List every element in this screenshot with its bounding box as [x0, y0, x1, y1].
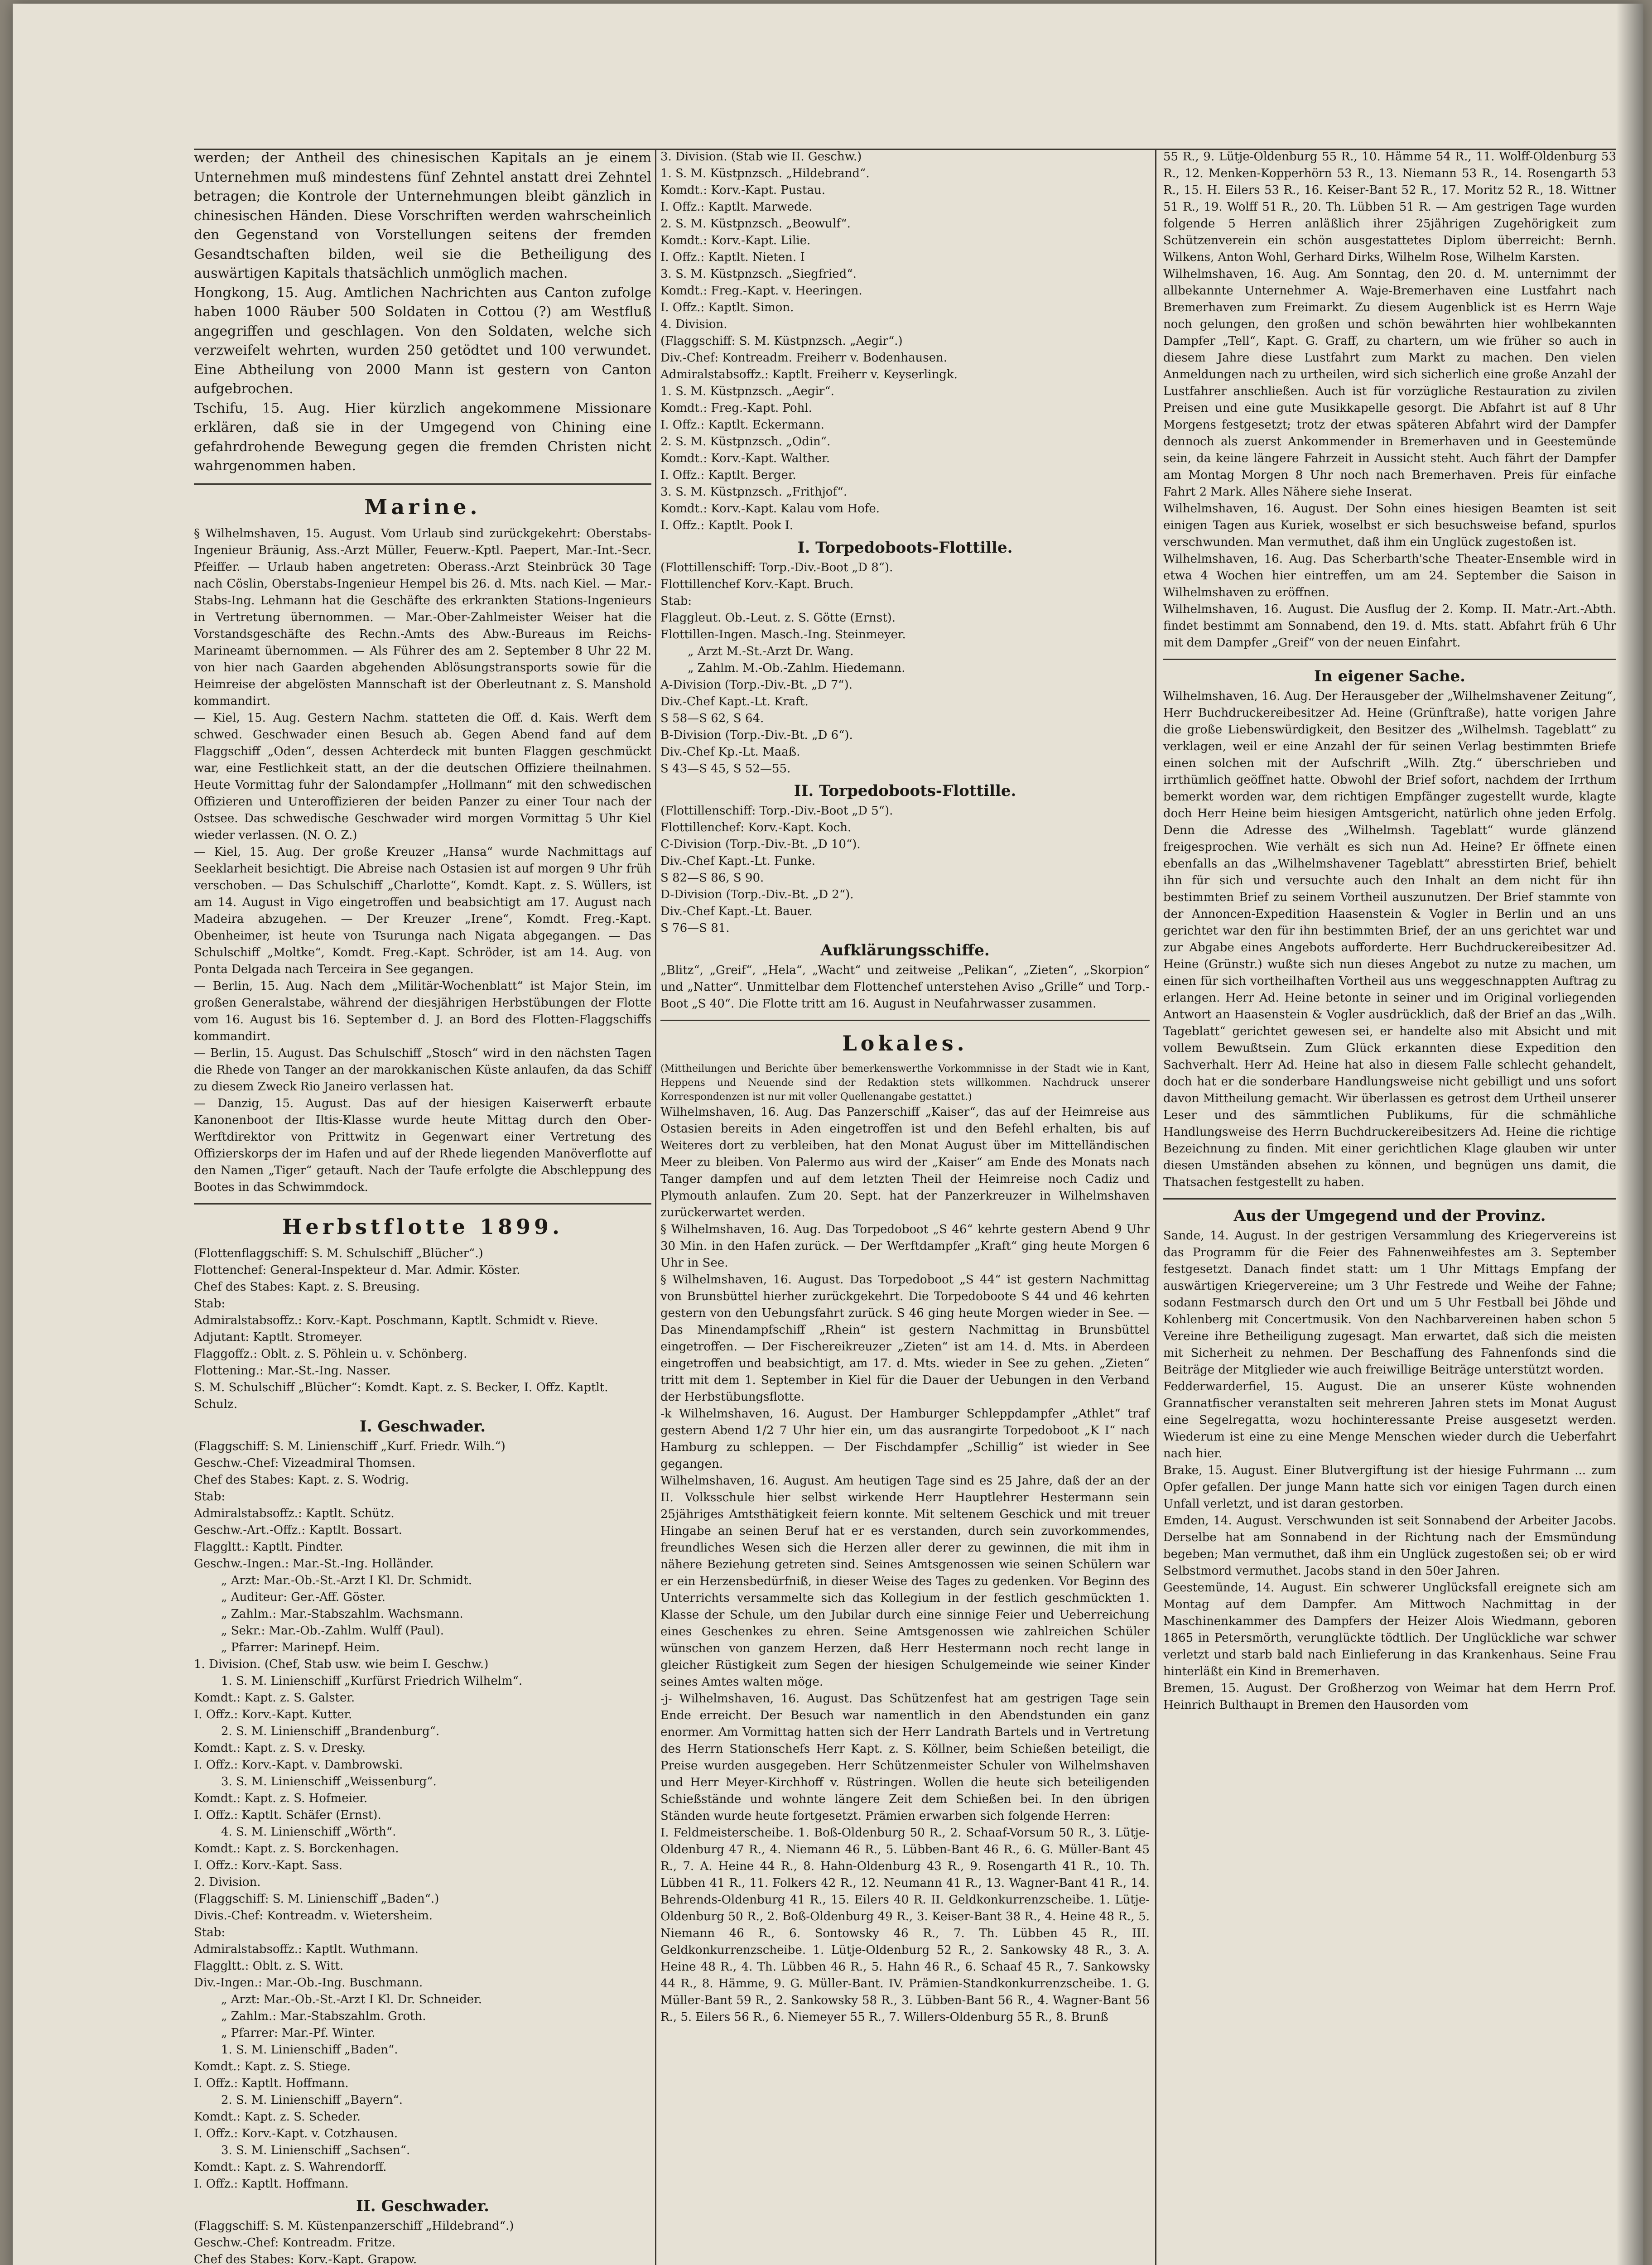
divider — [1163, 659, 1616, 660]
list-item: „ Arzt: Mar.-Ob.-St.-Arzt I Kl. Dr. Schneider. — [221, 1992, 482, 2006]
list-item: Geschw.-Ingen.: Mar.-St.-Ing. Holländer. — [194, 1557, 434, 1571]
list-item: „ Arzt M.-St.-Arzt Dr. Wang. — [688, 645, 854, 658]
paragraph: 55 R., 9. Lütje-Oldenburg 55 R., 10. Hämme 54 R., 11. Wolff-Oldenburg 53 R., 12. Menken-Kopperhörn 53 R., 13. Niemann 53 R., 14. Rosengarth 53 R., 15. H. Eilers 53 R., 16. Keiser-Bant 52 R., 17. Moritz 52 R., 18. Wittner 51 R., 19. Wolff 51 R., 20. Th. Lübben 51 R. — Am gestrigen Tage wurden folgende 5 Herren anläßlich ihrer 25jährigen Zugehörigkeit zum Schützenverein ein schön ausgestattetes Diplom überreicht: Bernh. Wilkens, Anton Wohl, Gerhard Dirks, Wilhelm Rose, Wilhelm Karsten. — [1163, 150, 1616, 264]
list-item: S. M. Schulschiff „Blücher“: Komdt. Kapt. z. S. Becker, I. Offz. Kaptlt. Schulz. — [194, 1380, 608, 1411]
list-item: Komdt.: Freg.-Kapt. Pohl. — [660, 401, 812, 415]
list-item: S 58—S 62, S 64. — [660, 712, 764, 725]
paragraph: Bremen, 15. August. Der Großherzog von Weimar hat dem Herrn Prof. Heinrich Bulthaupt in Bremen den Hausorden vom — [1163, 1682, 1616, 1712]
list-item: Stab: — [194, 1925, 226, 1939]
list-item: (Flaggschiff: S. M. Küstenpanzerschiff „Hildebrand“.) — [194, 2219, 514, 2233]
list-item: I. Offz.: Korv.-Kapt. Kutter. — [194, 1707, 352, 1721]
torpedo-flotilla-1-list — [660, 559, 1150, 777]
heading-umgegend: Aus der Umgegend und der Provinz. — [1233, 1207, 1546, 1225]
list-item: B-Division (Torp.-Div.-Bt. „D 6“). — [660, 728, 853, 742]
list-item: I. Offz.: Kaptlt. Schäfer (Ernst). — [194, 1808, 381, 1822]
paragraph: § Wilhelmshaven, 16. August. Das Torpedoboot „S 44“ ist gestern Nachmittag von Brunsbüttel hierher zurückgekehrt. Die Torpedoboote S 44 und 46 kehrten gestern von den Uebungsfahrt zurück. S 46 ging heute Morgen wieder in See. — Das Minendampfschiff „Rhein“ ist gestern Nachmittag in Brunsbüttel eingetroffen. — Der Fischereikreuzer „Zieten“ ist am 14. d. Mts. in Aberdeen eingetroffen und beabsichtigt, am 17. d. Mts. wieder in See zu gehen. „Zieten“ tritt mit dem 1. September in Kiel für die Dauer der Uebungen in den Verband der Herbstübungsflotte. — [660, 1273, 1150, 1404]
list-item: (Flaggschiff: S. M. Linienschiff „Baden“.) — [194, 1892, 439, 1906]
list-item: S 43—S 45, S 52—55. — [660, 762, 791, 776]
paragraph: Hongkong, 15. Aug. Amtlichen Nachrichten aus Canton zufolge haben 1000 Räuber 500 Soldaten in Cottou (?) am Westfluß angegriffen und geschlagen. Von den Soldaten, welche sich verzweifelt wehrten, wurden 250 getödtet und 100 verwundet. Eine Abtheilung von 2000 Mann ist gestern von Canton aufgebrochen. — [194, 284, 651, 397]
list-item: 1. S. M. Linienschiff „Baden“. — [221, 2043, 398, 2057]
editorial-note: (Mittheilungen und Berichte über bemerkenswerthe Vorkommnisse in der Stadt wie in Kant, Heppens und Neuende sind der Redaktion stets willkommen. Nachdruck unserer Korrespondenzen ist nur mit voller Quellenangabe gestattet.) — [660, 1063, 1150, 1103]
paragraph: Tschifu, 15. Aug. Hier kürzlich angekommene Missionare erklären, daß sie in der Umgegend von Chining eine gefahrdrohende Bewegung gegen die fremden Christen nicht wahrgenommen haben. — [194, 400, 651, 474]
list-item: Div.-Chef: Kontreadm. Freiherr v. Bodenhausen. — [660, 351, 948, 365]
list-item: Divis.-Chef: Kontreadm. v. Wietersheim. — [194, 1908, 433, 1923]
list-item: I. Offz.: Kaptlt. Eckermann. — [660, 418, 824, 432]
list-item: (Flottenflaggschiff: S. M. Schulschiff „Blücher“.) — [194, 1246, 483, 1260]
list-item: Komdt.: Kapt. z. S. Stiege. — [194, 2059, 351, 2073]
torpedo-flotilla-2-list — [660, 803, 1150, 937]
paragraph: Emden, 14. August. Verschwunden ist seit Sonnabend der Arbeiter Jacobs. Derselbe hat am Sonnabend in der Richtung nach der Emsmündung begeben; Man vermuthet, daß ihm ein Unglück zugestoßen sei; ob er wird Selbstmord vermuthet. Jacobs stand in den 50er Jahren. — [1163, 1514, 1616, 1578]
paragraph: — Danzig, 15. August. Das auf der hiesigen Kaiserwerft erbaute Kanonenboot der Iltis-Klasse wurde heute Mittag durch den Ober-Werftdirektor von Prittwitz in Gegenwart einer Vertretung des Offizierskorps der im Hafen und auf der Rhede liegenden Manöverflotte auf den Namen „Tiger“ getauft. Nach der Taufe erfolgte die Abschleppung des Bootes in das Schwimmdock. — [194, 1096, 651, 1194]
paragraph: Wilhelmshaven, 16. Aug. Der Herausgeber der „Wilhelmshavener Zeitung“, Herr Buchdruckereibesitzer Ad. Heine (Grünftraße), hatte vorigen Jahre die große Liebenswürdigkeit, den Besitzer des „Wilhelmsh. Tageblatt“ zu verklagen, weil er eine Anzahl der für seinen Verlag bestimmten Briefe einen solchen mit der Aufschrift „Wilh. Ztg.“ überschrieben und irrthümlich geöffnet hatte. Obwohl der Brief sofort, nachdem der Irrthum bemerkt worden war, dem richtigen Empfänger zugestellt wurde, klagte doch Herr Heine beim hiesigen Amtsgericht, natürlich ohne jeden Erfolg. Denn die Adresse des „Wilhelmsh. Tageblatt“ wurde glänzend freigesprochen. Wie verhält es sich nun Ad. Heine? Er öffnete einen ebenfalls an das „Wilhelmshavener Tageblatt“ abresstirten Brief, behielt ihn für sich und versuchte auch den Inhalt an dem nicht für ihn bestimmten Brief zu seinem Vortheil auszunutzen. Der Brief stammte von der Annoncen-Expedition Haasenstein & Vogler in Berlin und an uns gerichtet war den für ihn bestimmten Brief, der an uns gerichtet war und zur Abgabe eines Angebots aufforderte. Herr Buchdruckereibesitzer Ad. Heine (Grünstr.) wußte sich nun dieses Angebot zu nutze zu machen, um einen für sich vortheilhaften Vortheil aus uns weggeschnappten Auftrag zu erlangen. Herr Ad. Heine betonte in seiner und im Original vorliegenden Antwort an Haasenstein & Vogler ausdrücklich, daß der Brief an das „Wilh. Tageblatt“ gerichtet gewesen sei, er handelte also mit Absicht und mit vollem Bewußtsein. Zum Glück erkannten diese Expedition den Sachverhalt. Herr Ad. Heine hat also in diesem Falle schlecht gehandelt, doch hat er die sonderbare Handlungsweise nicht gebilligt und uns sofort davon Mittheilung gemacht. Wir überlassen es getrost dem Urtheil unserer Leser und des sämmtlichen Publikums, für die schmähliche Handlungsweise des Herrn Buchdruckereibesitzers Ad. Heine die richtige Bezeichnung zu finden. Mit einer gerichtlichen Klage glauben wir unter diesen Umständen absehen zu können, und begnügen uns damit, die Thatsachen festgestellt zu haben. — [1163, 689, 1616, 1189]
list-item: I. Offz.: Korv.-Kapt. v. Dambrowski. — [194, 1758, 403, 1772]
list-item: „ Zahlm.: Mar.-Stabszahlm. Groth. — [221, 2009, 426, 2023]
divider — [194, 483, 651, 485]
divider — [660, 1020, 1150, 1021]
column-rule-1 — [655, 149, 656, 2265]
heading-torpedo-flotilla-2: II. Torpedoboots-Flottille. — [794, 782, 1016, 800]
list-item: C-Division (Torp.-Div.-Bt. „D 10“). — [660, 838, 861, 851]
paragraph: Brake, 15. August. Einer Blutvergiftung ist der hiesige Fuhrmann ... zum Opfer gefallen. Der junge Mann hatte sich vor einigen Tagen durch einen Unfall verletzt, und ist daran gestorben. — [1163, 1464, 1616, 1511]
list-item: Flaggleut. Ob.-Leut. z. S. Götte (Ernst). — [660, 611, 896, 625]
list-item: 2. Division. — [194, 1875, 261, 1889]
herbstflotte-list — [194, 1245, 651, 1413]
list-item: I. Offz.: Kaptlt. Pook I. — [660, 519, 794, 532]
list-item: Flottillenchef Korv.-Kapt. Bruch. — [660, 578, 854, 591]
list-item: Admiralstabsoffz.: Korv.-Kapt. Poschmann, Kaptlt. Schmidt v. Rieve. — [194, 1313, 598, 1327]
list-item: 3. S. M. Linienschiff „Weissenburg“. — [221, 1774, 437, 1788]
list-item: A-Division (Torp.-Div.-Bt. „D 7“). — [660, 678, 853, 692]
list-item: Komdt.: Kapt. z. S. v. Dresky. — [194, 1741, 366, 1755]
list-item: Komdt.: Freg.-Kapt. v. Heeringen. — [660, 284, 862, 298]
divider — [1163, 1198, 1616, 1200]
division-3-4-list — [660, 149, 1150, 534]
list-item: 2. S. M. Linienschiff „Bayern“. — [221, 2093, 403, 2107]
divider — [194, 1203, 651, 1205]
list-item: Komdt.: Kapt. z. S. Wahrendorff. — [194, 2160, 387, 2174]
list-item: D-Division (Torp.-Div.-Bt. „D 2“). — [660, 888, 854, 901]
list-item: Div.-Chef Kapt.-Lt. Bauer. — [660, 905, 813, 918]
paragraph: — Kiel, 15. Aug. Der große Kreuzer „Hansa“ wurde Nachmittags auf Seeklarheit besichtigt. Die Abreise nach Ostasien ist auf morgen 9 Uhr früh verschoben. — Das Schulschiff „Charlotte“, Komdt. Kapt. z. S. Wüllers, ist am 14. August in Vigo eingetroffen und beabsichtigt am 17. August nach Madeira abzugehen. — Der Kreuzer „Irene“, Komdt. Freg.-Kapt. Obenheimer, ist heute von Tsurunga nach Nigata abgegangen. — Das Schulschiff „Moltke“, Komdt. Freg.-Kapt. Schröder, ist am 14. Aug. von Ponta Delgada nach Terceira in See gegangen. — [194, 845, 651, 976]
list-item: 3. S. M. Küstpnzsch. „Frithjof“. — [660, 485, 848, 499]
list-item: 1. S. M. Küstpnzsch. „Hildebrand“. — [660, 167, 870, 180]
list-item: S 82—S 86, S 90. — [660, 871, 764, 885]
list-item: Stab: — [194, 1489, 226, 1504]
list-item: „ Zahlm.: Mar.-Stabszahlm. Wachsmann. — [221, 1607, 463, 1621]
list-item: „ Sekr.: Mar.-Ob.-Zahlm. Wulff (Paul). — [221, 1624, 444, 1638]
list-item: 1. S. M. Küstpnzsch. „Aegir“. — [660, 385, 834, 398]
list-item: Komdt.: Kapt. z. S. Borckenhagen. — [194, 1841, 399, 1855]
list-item: Admiralstabsoffz.: Kaptlt. Schütz. — [194, 1506, 395, 1520]
list-item: Flaggltt.: Kaptlt. Pindter. — [194, 1540, 343, 1554]
list-item: 3. S. M. Linienschiff „Sachsen“. — [221, 2143, 410, 2157]
heading-geschwader-1: I. Geschwader. — [359, 1417, 486, 1436]
marine-section — [194, 525, 651, 1196]
paragraph: -k Wilhelmshaven, 16. August. Der Hamburger Schleppdampfer „Athlet“ traf gestern Abend 1/2 7 Uhr hier ein, um das ausrangirte Torpedoboot „K I“ nach Hamburg zu schleppen. — Der Fischdampfer „Schillig“ ist wieder in See gegangen. — [660, 1407, 1150, 1471]
list-item: „ Arzt: Mar.-Ob.-St.-Arzt I Kl. Dr. Schmidt. — [221, 1573, 472, 1587]
list-item: 2. S. M. Küstpnzsch. „Beowulf“. — [660, 217, 851, 231]
list-item: Flottillenchef: Korv.-Kapt. Koch. — [660, 821, 852, 834]
column-3 — [1163, 149, 1616, 1714]
list-item: 3. S. M. Küstpnzsch. „Siegfried“. — [660, 267, 857, 281]
paragraph: Wilhelmshaven, 16. August. Der Sohn eines hiesigen Beamten ist seit einigen Tagen aus Kuriek, woselbst er sich besuchsweise befand, spurlos verschwunden. Man vermuthet, daß ihm ein Unglück zugestoßen ist. — [1163, 502, 1616, 549]
list-item: 3. Division. (Stab wie II. Geschw.) — [660, 150, 862, 164]
list-item: I. Offz.: Kaptlt. Marwede. — [660, 200, 813, 214]
section-heading-lokales: Lokales. — [842, 1031, 968, 1055]
paragraph: § Wilhelmshaven, 15. August. Vom Urlaub sind zurückgekehrt: Oberstabs-Ingenieur Bräunig, Ass.-Arzt Müller, Feuerw.-Kptl. Paepert, Mar.-Int.-Secr. Pfeiffer. — Urlaub haben angetreten: Oberass.-Arzt Steinbrück 30 Tage nach Cöslin, Oberstabs-Ingenieur Hempel bis 26. d. Mts. nach Kiel. — Mar.-Stabs-Ing. Lehmann hat die Geschäfte des erkrankten Stations-Ingenieurs in Vertretung übernommen. — Mar.-Ober-Zahlmeister Weiser hat die Vorstandsgeschäfte des Rechn.-Amts des Abw.-Bureaus im Reichs-Marineamt übernommen. — Als Führer des am 2. September 8 Uhr 22 M. von hier nach Gaarden abgehenden Ablösungstransports sowie für die Heimreise der abgelösten Mannschaft ist der Oberleutnant z. S. Manshold kommandirt. — [194, 526, 651, 708]
list-item: (Flottillenschiff: Torp.-Div.-Boot „D 8“). — [660, 561, 893, 574]
schuetzenfest-continued — [1163, 149, 1616, 651]
list-item: Komdt.: Kapt. z. S. Galster. — [194, 1691, 355, 1705]
paragraph: „Blitz“, „Greif“, „Hela“, „Wacht“ und zeitweise „Pelikan“, „Zieten“, „Skorpion“ und „Natter“. Unmittelbar dem Flottenchef unterstehen Aviso „Grille“ und Torp.-Boot „S 40“. Die Flotte tritt am 16. August in Neufahrwasser zusammen. — [660, 964, 1150, 1011]
paragraph: § Wilhelmshaven, 16. Aug. Das Torpedoboot „S 46“ kehrte gestern Abend 9 Uhr 30 Min. in den Hafen zurück. — Der Werftdampfer „Kraft“ ging heute Morgen 6 Uhr in See. — [660, 1223, 1150, 1270]
heading-in-eigener-sache: In eigener Sache. — [1314, 667, 1465, 685]
list-item: Flottillen-Ingen. Masch.-Ing. Steinmeyer. — [660, 628, 906, 641]
list-item: Div.-Chef Kp.-Lt. Maaß. — [660, 745, 800, 759]
list-item: S 76—S 81. — [660, 921, 730, 935]
list-item: Div.-Ingen.: Mar.-Ob.-Ing. Buschmann. — [194, 1976, 423, 1990]
list-item: Admiralstabsoffz.: Kaptlt. Wuthmann. — [194, 1942, 419, 1956]
list-item: I. Offz.: Kaptlt. Nieten. I — [660, 251, 805, 264]
list-item: 1. Division. (Chef, Stab usw. wie beim I. Geschw.) — [194, 1657, 489, 1671]
geschwader-1-list — [194, 1438, 651, 2193]
list-item: Geschw.-Art.-Offz.: Kaptlt. Bossart. — [194, 1523, 402, 1537]
list-item: (Flaggschiff: S. M. Linienschiff „Kurf. Friedr. Wilh.“) — [194, 1439, 506, 1453]
paragraph: Wilhelmshaven, 16. Aug. Das Scherbarth'sche Theater-Ensemble wird in etwa 4 Wochen hier eintreffen, um am 24. September die Saison in Wilhelmshaven zu eröffnen. — [1163, 552, 1616, 599]
list-item: „ Zahlm. M.-Ob.-Zahlm. Hiedemann. — [688, 661, 905, 675]
list-item: Flaggoffz.: Oblt. z. S. Pöhlein u. v. Schönberg. — [194, 1347, 467, 1361]
heading-geschwader-2: II. Geschwader. — [356, 2197, 490, 2215]
list-item: Chef des Stabes: Kapt. z. S. Breusing. — [194, 1280, 420, 1294]
heading-aufklaerungsschiffe: Aufklärungsschiffe. — [820, 941, 990, 959]
list-item: Stab: — [194, 1296, 226, 1311]
column-1 — [194, 149, 651, 2265]
list-item: 2. S. M. Linienschiff „Brandenburg“. — [221, 1724, 440, 1738]
china-news — [194, 149, 651, 476]
list-item: I. Offz.: Korv.-Kapt. Sass. — [194, 1858, 342, 1872]
paragraph: Wilhelmshaven, 16. August. Die Ausflug der 2. Komp. II. Matr.-Art.-Abth. findet bestimmt am Sonnabend, den 19. d. Mts. statt. Abfahrt früh 6 Uhr mit dem Dampfer „Greif“ von der neuen Einfahrt. — [1163, 602, 1616, 650]
paragraph: Fedderwarderfiel, 15. August. Die an unserer Küste wohnenden Grannatfischer veranstalten seit mehreren Jahren stets im Monat August eine Segelregatta, wozu hochinteressante Preise ausgesetzt werden. Wiederum ist eine zu eine Menge Menschen wieder durch die Ueberfahrt nach hier. — [1163, 1380, 1616, 1460]
list-item: „ Pfarrer: Marinepf. Heim. — [221, 1640, 380, 1654]
list-item: 1. S. M. Linienschiff „Kurfürst Friedrich Wilhelm“. — [221, 1674, 523, 1688]
paragraph: werden; der Antheil des chinesischen Kapitals an je einem Unternehmen muß mindestens fünf Zehntel anstatt drei Zehntel betragen; die Kontrole der Unternehmungen bleibt gänzlich in chinesischen Händen. Diese Vorschriften werden wahrscheinlich den Gegenstand von Vorstellungen seitens der fremden Gesandtschaften bilden, weil sie die Betheiligung des auswärtigen Kapitals thatsächlich unmöglich machen. — [194, 150, 651, 281]
list-item: Komdt.: Kapt. z. S. Scheder. — [194, 2110, 361, 2124]
lokales-section — [660, 1104, 1150, 2026]
list-item: „ Pfarrer: Mar.-Pf. Winter. — [221, 2026, 376, 2040]
paragraph: Wilhelmshaven, 16. August. Am heutigen Tage sind es 25 Jahre, daß der an der II. Volksschule hier selbst wirkende Herr Hauptlehrer Hestermann sein 25jähriges Amtsthätigkeit feiern konnte. Mit seltenem Geschick und mit treuer Hingabe an seinen Beruf hat er es verstanden, durch sein zuvorkommendes, freundliches Wesen sich die Herzen aller derer zu gewinnen, die mit ihm in nähere Beziehung getreten sind. Seines Amtsgenossen wie seinen Schülern war er ein Herzensbedürfniß, in dieser Weise des Tages zu gedenken. Vor Beginn des Unterrichts versammelte sich das Kollegium in der festlich geschmückten 1. Klasse der Schule, um den Jubilar durch eine sinnige Feier und Ueberreichung eines Geschenkes zu ehren. Seine Amtsgenossen wie zahlreichen Schüler wünschen von ganzem Herzen, daß Herr Hestermann noch recht lange in gleicher Rüstigkeit zum Segen der hiesigen Schulgemeinde wie seiner Kinder seines Amtes walten möge. — [660, 1474, 1150, 1689]
list-item: Flottenchef: General-Inspekteur d. Mar. Admir. Köster. — [194, 1263, 520, 1277]
list-item: Komdt.: Kapt. z. S. Hofmeier. — [194, 1791, 368, 1805]
list-item: Flottening.: Mar.-St.-Ing. Nasser. — [194, 1364, 391, 1378]
paragraph: Wilhelmshaven, 16. Aug. Das Panzerschiff „Kaiser“, das auf der Heimreise aus Ostasien bereits in Aden eingetroffen ist und den Befehl erhalten, bis auf Weiteres dort zu verbleiben, hat den Monat August über im Mittelländischen Meer zu bleiben. Von Palermo aus wird der „Kaiser“ am Ende des Monats nach Tanger dampfen und auf dem letzten Theil der Heimreise noch Cadiz und Plymouth anlaufen. Zum 20. Sept. hat der Panzerkreuzer in Wilhelmshaven zurückerwartet werden. — [660, 1105, 1150, 1219]
section-heading-herbstflotte: Herbstflotte 1899. — [282, 1214, 564, 1239]
list-item: Geschw.-Chef: Vizeadmiral Thomsen. — [194, 1456, 416, 1470]
list-item: Chef des Stabes: Kapt. z. S. Wodrig. — [194, 1473, 409, 1487]
list-item: Komdt.: Korv.-Kapt. Lilie. — [660, 234, 811, 247]
list-item: 4. S. M. Linienschiff „Wörth“. — [221, 1825, 396, 1839]
page-edge-shadow — [1616, 4, 1643, 2265]
list-item: Komdt.: Korv.-Kapt. Walther. — [660, 452, 830, 465]
list-item: 2. S. M. Küstpnzsch. „Odin“. — [660, 435, 831, 448]
list-item: I. Offz.: Kaptlt. Berger. — [660, 468, 796, 482]
list-item: Div.-Chef Kapt.-Lt. Funke. — [660, 854, 815, 868]
newspaper-page — [13, 4, 1643, 2265]
paragraph: — Berlin, 15. Aug. Nach dem „Militär-Wochenblatt“ ist Major Stein, im großen Generalstabe, während der diesjährigen Herbstübungen der Flotte vom 16. August bis 16. September d. J. an Bord des Flotten-Flaggschiffs kommandirt. — [194, 979, 651, 1043]
section-heading-marine: Marine. — [364, 494, 481, 519]
list-item: I. Offz.: Kaptlt. Hoffmann. — [194, 2076, 349, 2090]
paragraph: -j- Wilhelmshaven, 16. August. Das Schützenfest hat am gestrigen Tage sein Ende erreicht. Der Besuch war namentlich in den Abendstunden ein ganz enormer. Am Vormittag hatten sich der Herr Landrath Bartels und in Vertretung des Herrn Stationschefs Herr Kapt. z. S. Köllner, beim Schießen beteiligt, die Preise wurden ausgegeben. Herr Schützenmeister Schuler von Wilhelmshaven und Herr Meyer-Kirchhoff v. Rüstringen. Wollen die heute sich beteiligenden Schießstände und wohnte längere Zeit dem Schießen bei. In den übrigen Ständen wurde heute fortgesetzt. Prämien erwarben sich folgende Herren: — [660, 1692, 1150, 1823]
umgegend-section — [1163, 1228, 1616, 1714]
list-item: Komdt.: Korv.-Kapt. Pustau. — [660, 183, 825, 197]
list-item: Komdt.: Korv.-Kapt. Kalau vom Hofe. — [660, 502, 880, 516]
list-item: I. Offz.: Kaptlt. Hoffmann. — [194, 2177, 349, 2191]
list-item: „ Auditeur: Ger.-Aff. Göster. — [221, 1590, 385, 1604]
list-item: (Flaggschiff: S. M. Küstpnzsch. „Aegir“.) — [660, 334, 903, 348]
list-item: 4. Division. — [660, 318, 727, 331]
paragraph: Geestemünde, 14. August. Ein schwerer Unglücksfall ereignete sich am Montag auf dem Dampfer. Am Mittwoch Nachmittag in der Maschinenkammer des Dampfers der Heizer Alois Wiedmann, geboren 1865 in Petersmörth, verunglückte tödtlich. Der Unglückliche war schwer verletzt und starb bald nach Einlieferung in das Krankenhaus. Seine Frau hinterläßt ein Kind in Bremerhaven. — [1163, 1581, 1616, 1678]
column-rule-2 — [1155, 149, 1156, 2265]
list-item: I. Offz.: Korv.-Kapt. v. Cotzhausen. — [194, 2126, 398, 2140]
paragraph: Wilhelmshaven, 16. Aug. Am Sonntag, den 20. d. M. unternimmt der allbekannte Unternehmer A. Waje-Bremerhaven eine Lustfahrt nach Bremerhaven zum Freimarkt. Zu diesem Augenblick ist es Herrn Waje noch gelungen, den großen und schön bewährten hier wohlbekannten Dampfer „Tell“, Kapt. G. Graff, zu chartern, um wie früher so auch in diesem Jahre diese Lustfahrt zum Markt zu machen. Den vielen Anmeldungen nach zu urtheilen, wird sich sicherlich eine große Anzahl der Lustfahrer anschließen. Auch ist für vorzügliche Restauration zu zivilen Preisen und eine gute Musikkapelle gesorgt. Die Abfahrt ist auf 8 Uhr Morgens festgesetzt; trotz der etwas späteren Abfahrt wird der Dampfer dennoch als zuerst Ankommender in Bremerhaven und in Geestemünde sein, da keine längere Fahrzeit in Aussicht steht. Auch fährt der Dampfer am Montag Morgen 8 Uhr noch nach Bremerhaven. Preis für einfache Fahrt 2 Mark. Alles Nähere siehe Inserat. — [1163, 267, 1616, 499]
list-item: (Flottillenschiff: Torp.-Div.-Boot „D 5“). — [660, 804, 893, 818]
list-item: Admiralstabsoffz.: Kaptlt. Freiherr v. Keyserlingk. — [660, 368, 958, 381]
list-item: Div.-Chef Kapt.-Lt. Kraft. — [660, 695, 809, 708]
list-item: Stab: — [660, 594, 692, 608]
paragraph: Sande, 14. August. In der gestrigen Versammlung des Kriegervereins ist das Programm für die Feier des Fahnenweihfestes am 3. September festgesetzt. Danach findet statt: um 1 Uhr Mittags Empfang der auswärtigen Kriegervereine; um 3 Uhr Festrede und Weihe der Fahne; sodann Festmarsch durch den Ort und um 5 Uhr Festball bei Jöhde und Kohlenberg mit Concertmusik. Von den Nachbarvereinen haben schon 5 Vereine ihre Betheiligung zugesagt. Man erwartet, daß sich die meisten mit Sicherheit zu nehmen. Der Beschaffung des Fahnenfonds sind die Beiträge der Mitglieder wie auch freiwillige Beiträge unterstützt worden. — [1163, 1229, 1616, 1377]
paragraph: — Kiel, 15. Aug. Gestern Nachm. statteten die Off. d. Kais. Werft dem schwed. Geschwader einen Besuch ab. Gegen Abend fand auf dem Flaggschiff „Oden“, dessen Achterdeck mit bunten Flaggen geschmückt war, eine Festlichkeit statt, an der die deutschen Offiziere theilnahmen. Heute Vormittag fuhr der Salondampfer „Hollmann“ mit den schwedischen Offizieren und Unteroffizieren der beiden Panzer zu einer Tour nach der Ostsee. Das schwedische Geschwader wird morgen Vormittag 5 Uhr Kiel wieder verlassen. (N. O. Z.) — [194, 711, 651, 842]
list-item: Adjutant: Kaptlt. Stromeyer. — [194, 1330, 362, 1344]
list-item: Flaggltt.: Oblt. z. S. Witt. — [194, 1959, 344, 1973]
paragraph: — Berlin, 15. August. Das Schulschiff „Stosch“ wird in den nächsten Tagen die Rhede von Tanger an der marokkanischen Küste anlaufen, da das Schiff zu diesem Zweck Rio Janeiro verlassen hat. — [194, 1046, 651, 1094]
list-item: I. Offz.: Kaptlt. Simon. — [660, 301, 794, 314]
list-item: Chef des Stabes: Korv.-Kapt. Grapow. — [194, 2252, 417, 2265]
column-2 — [660, 149, 1150, 2026]
list-item: Geschw.-Chef: Kontreadm. Fritze. — [194, 2236, 395, 2250]
heading-torpedo-flotilla-1: I. Torpedoboots-Flottille. — [797, 539, 1013, 557]
paragraph: I. Feldmeisterscheibe. 1. Boß-Oldenburg 50 R., 2. Schaaf-Vorsum 50 R., 3. Lütje-Oldenburg 47 R., 4. Niemann 46 R., 5. Lübben-Bant 46 R., 6. G. Müller-Bant 45 R., 7. A. Heine 44 R., 8. Hahn-Oldenburg 43 R., 9. Rosengarth 41 R., 10. Th. Lübben 41 R., 11. Folkers 42 R., 12. Neumann 41 R., 13. Wagner-Bant 41 R., 14. Behrends-Oldenburg 41 R., 15. Eilers 40 R. II. Geldkonkurrenzscheibe. 1. Lütje-Oldenburg 50 R., 2. Boß-Oldenburg 49 R., 3. Keiser-Bant 38 R., 4. Heine 48 R., 5. Niemann 46 R., 6. Sontowsky 46 R., 7. Th. Lübben 45 R., III. Geldkonkurrenzscheibe. 1. Lütje-Oldenburg 52 R., 2. Sankowsky 48 R., 3. A. Heine 48 R., 4. Th. Lübben 46 R., 5. Hahn 46 R., 6. Schaaf 45 R., 7. Sankowsky 44 R., 8. Hämme, 9. G. Müller-Bant. IV. Prämien-Standkonkurrenzscheibe. 1. G. Müller-Bant 59 R., 2. Sankowsky 58 R., 3. Lübben-Bant 56 R., 4. Wagner-Bant 56 R., 5. Eilers 56 R., 6. Niemeyer 55 R., 7. Willers-Oldenburg 55 R., 8. Brunß — [660, 1826, 1150, 2024]
geschwader-2-list — [194, 2218, 651, 2265]
